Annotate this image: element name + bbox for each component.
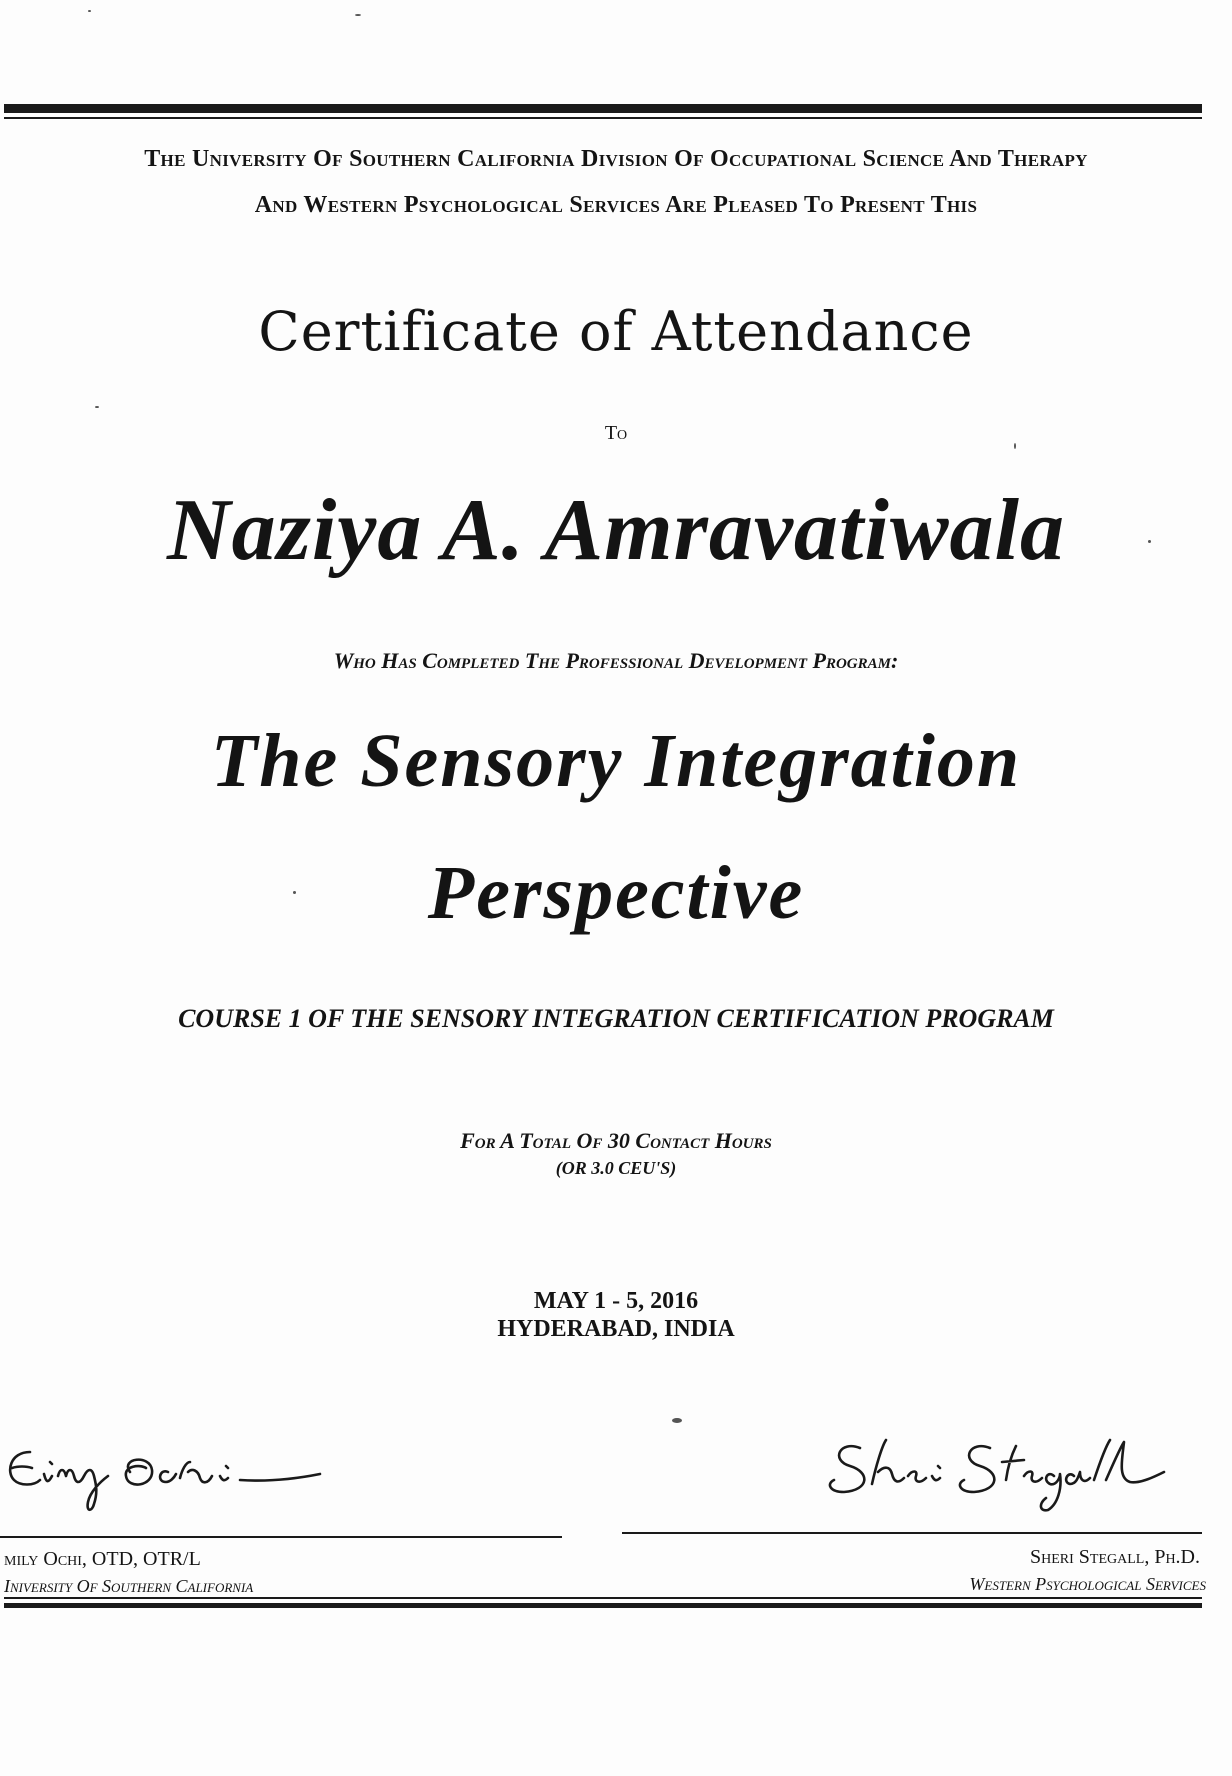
certificate-title: Certificate of Attendance [258,300,974,363]
ceu-line: (OR 3.0 CEU'S) [555,1158,677,1178]
program-title-line-2: Perspective [427,851,805,935]
left-signature-line [0,1536,562,1538]
right-signer-name: Sheri Stegall, Ph.D. [1029,1546,1200,1568]
left-signature-image [0,1432,330,1522]
left-signer-name: mily Ochi, OTD, OTR/L [4,1548,201,1570]
top-border-thick [4,104,1202,113]
event-date: MAY 1 - 5, 2016 [533,1288,699,1314]
course-line: COURSE 1 OF THE SENSORY INTEGRATION CERTIFICATION PROGRAM [178,1004,1054,1033]
right-signer-organization: Western Psychological Services [969,1574,1206,1594]
scan-speck [95,406,99,408]
scan-speck [355,14,361,16]
presenter-line-1: The University Of Southern California Division Of Occupational Science And Therapy [144,146,1088,172]
to-label: To [604,422,628,444]
right-signature-image [820,1426,1180,1516]
bottom-border-thick [4,1603,1202,1608]
scan-speck [672,1418,682,1423]
event-location: HYDERABAD, INDIA [497,1316,735,1342]
recipient-name: Naziya A. Amravatiwala [167,482,1065,579]
contact-hours: For A Total Of 30 Contact Hours [460,1128,772,1153]
program-title-line-1: The Sensory Integration [210,719,1022,803]
top-border-thin [4,117,1202,119]
bottom-border-thin [4,1597,1202,1599]
scan-speck [88,10,91,12]
presenter-line-2: And Western Psychological Services Are Pleased To Present This [254,192,978,218]
completed-text: Who Has Completed The Professional Development Program: [333,648,899,673]
right-signature-line [622,1532,1202,1534]
left-signer-organization: Iniversity Of Southern California [4,1576,254,1596]
